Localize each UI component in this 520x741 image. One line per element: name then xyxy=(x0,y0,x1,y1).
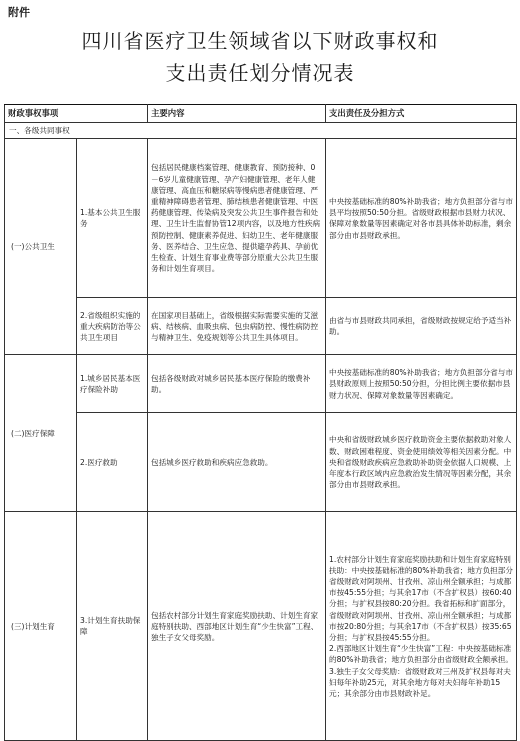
resp-resident-insurance: 中央按基础标准的80%补助我省；地方负担部分省与市县财政原则上按照50:50分担，分担比例主要依据市县财力状况、保障对象数量等因素确定。 xyxy=(326,355,517,413)
resp-basic-public-health: 中央按基础标准的80%补助我省；地方负担部分省与市县平均按照50:50分担。省级财政根据市县财力状况、保障对象数量等因素确定对各市县具体补助标准，剩余部分由市县财政承担。 xyxy=(326,139,517,298)
item-resident-insurance: 1.城乡居民基本医疗保险补助 xyxy=(77,355,148,413)
document-title-line-2: 支出责任划分情况表 xyxy=(165,61,355,85)
content-family-planning: 包括农村部分计划生育家庭奖励扶助、计划生育家庭特别扶助、西部地区计划生育“少生快富”工程、独生子女父母奖励。 xyxy=(148,512,326,741)
header-responsibility: 支出责任及分担方式 xyxy=(326,105,517,123)
table-row xyxy=(5,413,517,512)
table-row xyxy=(5,139,517,298)
category-medical-security: (二)医疗保障 xyxy=(5,355,77,512)
header-matter: 财政事权事项 xyxy=(5,105,148,123)
resp-family-planning: 1.农村部分计划生育家庭奖励扶助和计划生育家庭特别扶助：中央按基础标准的80%补助我省；地方负担部分省级财政对阿坝州、甘孜州、凉山州全额承担；与成都市按45:55分担；与其余17市（不含扩权县）按60:40分担；与扩权县按80:20分担。我省拓标和扩面部分，省级财政对阿坝州、甘孜州、凉山州全额承担；与成都市按20:80分担；与其余17市（不含扩权县）按35:65分担；与扩权县按45:55分担。 2.西部地区计划生育“少生快富”工程：中央按基础标准的80%补助我省；地方负担部分由省级财政全额承担。 3.独生子女父母奖励：省级财政对三州及扩权县每对夫妇每年补助25元，对其余地方每对夫妇每年补助15元；其余部分由市县财政补足。 xyxy=(326,512,517,741)
section-common-powers: 一、各级共同事权 xyxy=(5,123,517,139)
header-content: 主要内容 xyxy=(148,105,326,123)
item-major-disease: 2.省级组织实施的重大疾病防治等公共卫生项目 xyxy=(77,298,148,355)
item-basic-public-health: 1.基本公共卫生服务 xyxy=(77,139,148,298)
resp-major-disease: 由省与市县财政共同承担，省级财政按规定给予适当补助。 xyxy=(326,298,517,355)
item-medical-assistance: 2.医疗救助 xyxy=(77,413,148,512)
content-resident-insurance: 包括各级财政对城乡居民基本医疗保险的缴费补助。 xyxy=(148,355,326,413)
table-row xyxy=(5,298,517,355)
content-medical-assistance: 包括城乡医疗救助和疾病应急救助。 xyxy=(148,413,326,512)
table-row xyxy=(5,355,517,413)
content-basic-public-health: 包括居民健康档案管理、健康教育、预防接种、0－6岁儿童健康管理、孕产妇健康管理、老年人健康管理、高血压和糖尿病等慢病患者健康管理、严重精神障碍患者管理、肺结核患者健康管理、中医药健康管理、传染病及突发公共卫生事件报告和处理、卫生计生监督协管12项内容，以及地方性疾病预防控制、健康素养促进、妇幼卫生、老年健康服务、医养结合、卫生应急、提供避孕药具、孕前优生检查、计划生育事业费等部分原重大公共卫生服务和计划生育项目。 xyxy=(148,139,326,298)
category-public-health: (一)公共卫生 xyxy=(5,139,77,355)
attachment-tag: 附件 xyxy=(8,6,30,19)
content-major-disease: 在国家项目基础上，省级根据实际需要实施的艾滋病、结核病、血吸虫病、包虫病防控、慢性病防控与精神卫生、免疫规划等公共卫生具体项目。 xyxy=(148,298,326,355)
item-family-planning: 3.计划生育扶助保障 xyxy=(77,512,148,741)
responsibility-table xyxy=(4,104,517,741)
document-title-line-1: 四川省医疗卫生领域省以下财政事权和 xyxy=(81,29,439,53)
table-row xyxy=(5,512,517,741)
category-family-planning: (三)计划生育 xyxy=(5,512,77,741)
resp-medical-assistance: 中央和省级财政城乡医疗救助资金主要依据救助对象人数、财政困难程度、资金使用绩效等相关因素分配。中央和省级财政疾病应急救助补助资金依据人口规模、上年度本行政区域内应急救治发生情况等因素分配，其余部分由市县财政承担。 xyxy=(326,413,517,512)
